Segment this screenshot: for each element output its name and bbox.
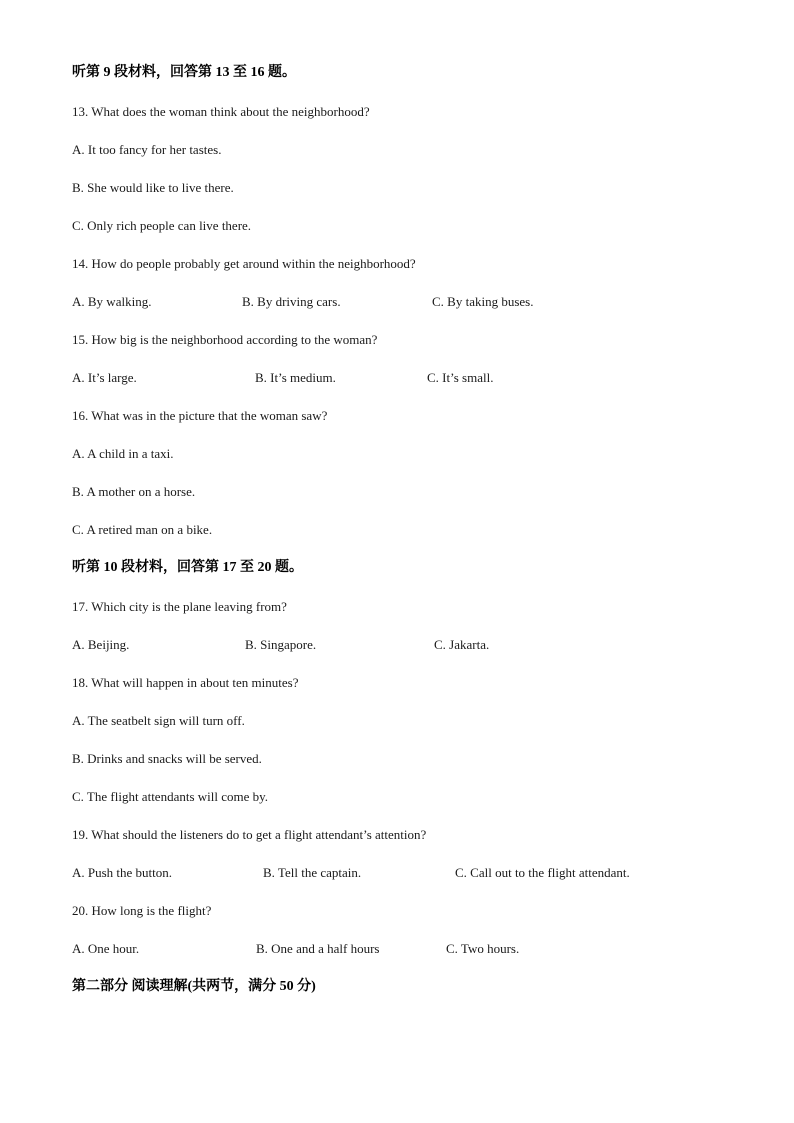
section-9-heading: 听第 9 段材料，回答第 13 至 16 题。 [72,65,296,80]
question-14-option-b: B. By driving cars. [242,294,341,309]
question-20-option-b: B. One and a half hours [256,941,380,956]
question-14-option-a: A. By walking. [72,294,152,309]
question-19-stem: 19. What should the listeners do to get a flight attendant’s attention? [72,827,427,842]
question-20-option-c: C. Two hours. [446,941,520,956]
question-14-option-c: C. By taking buses. [432,294,534,309]
question-17-option-c: C. Jakarta. [434,637,490,652]
question-13-option-c: C. Only rich people can live there. [72,218,252,233]
question-17-stem: 17. Which city is the plane leaving from? [72,599,287,614]
question-16-stem: 16. What was in the picture that the woman saw? [72,408,328,423]
question-17-option-b: B. Singapore. [245,637,317,652]
question-15-option-c: C. It’s small. [427,370,494,385]
question-14-stem: 14. How do people probably get around within the neighborhood? [72,256,416,271]
question-20-stem: 20. How long is the flight? [72,903,212,918]
question-13-option-b: B. She would like to live there. [72,180,234,195]
question-16-option-a: A. A child in a taxi. [72,446,174,461]
question-15-stem: 15. How big is the neighborhood according to the woman? [72,332,378,347]
question-15-option-a: A. It’s large. [72,370,137,385]
question-16-option-b: B. A mother on a horse. [72,484,196,499]
question-15-option-b: B. It’s medium. [255,370,336,385]
question-18-option-c: C. The flight attendants will come by. [72,789,269,804]
question-17-option-a: A. Beijing. [72,637,130,652]
question-19-option-b: B. Tell the captain. [263,865,362,880]
question-13-stem: 13. What does the woman think about the neighborhood? [72,104,370,119]
section-10-heading: 听第 10 段材料，回答第 17 至 20 题。 [72,560,303,575]
question-19-option-c: C. Call out to the flight attendant. [455,865,630,880]
question-19-option-a: A. Push the button. [72,865,173,880]
question-18-option-b: B. Drinks and snacks will be served. [72,751,262,766]
part-2-heading: 第二部分 阅读理解(共两节，满分 50 分) [72,979,316,994]
question-18-stem: 18. What will happen in about ten minutes? [72,675,299,690]
question-16-option-c: C. A retired man on a bike. [72,522,213,537]
question-20-option-a: A. One hour. [72,941,140,956]
question-13-option-a: A. It too fancy for her tastes. [72,142,222,157]
question-18-option-a: A. The seatbelt sign will turn off. [72,713,245,728]
